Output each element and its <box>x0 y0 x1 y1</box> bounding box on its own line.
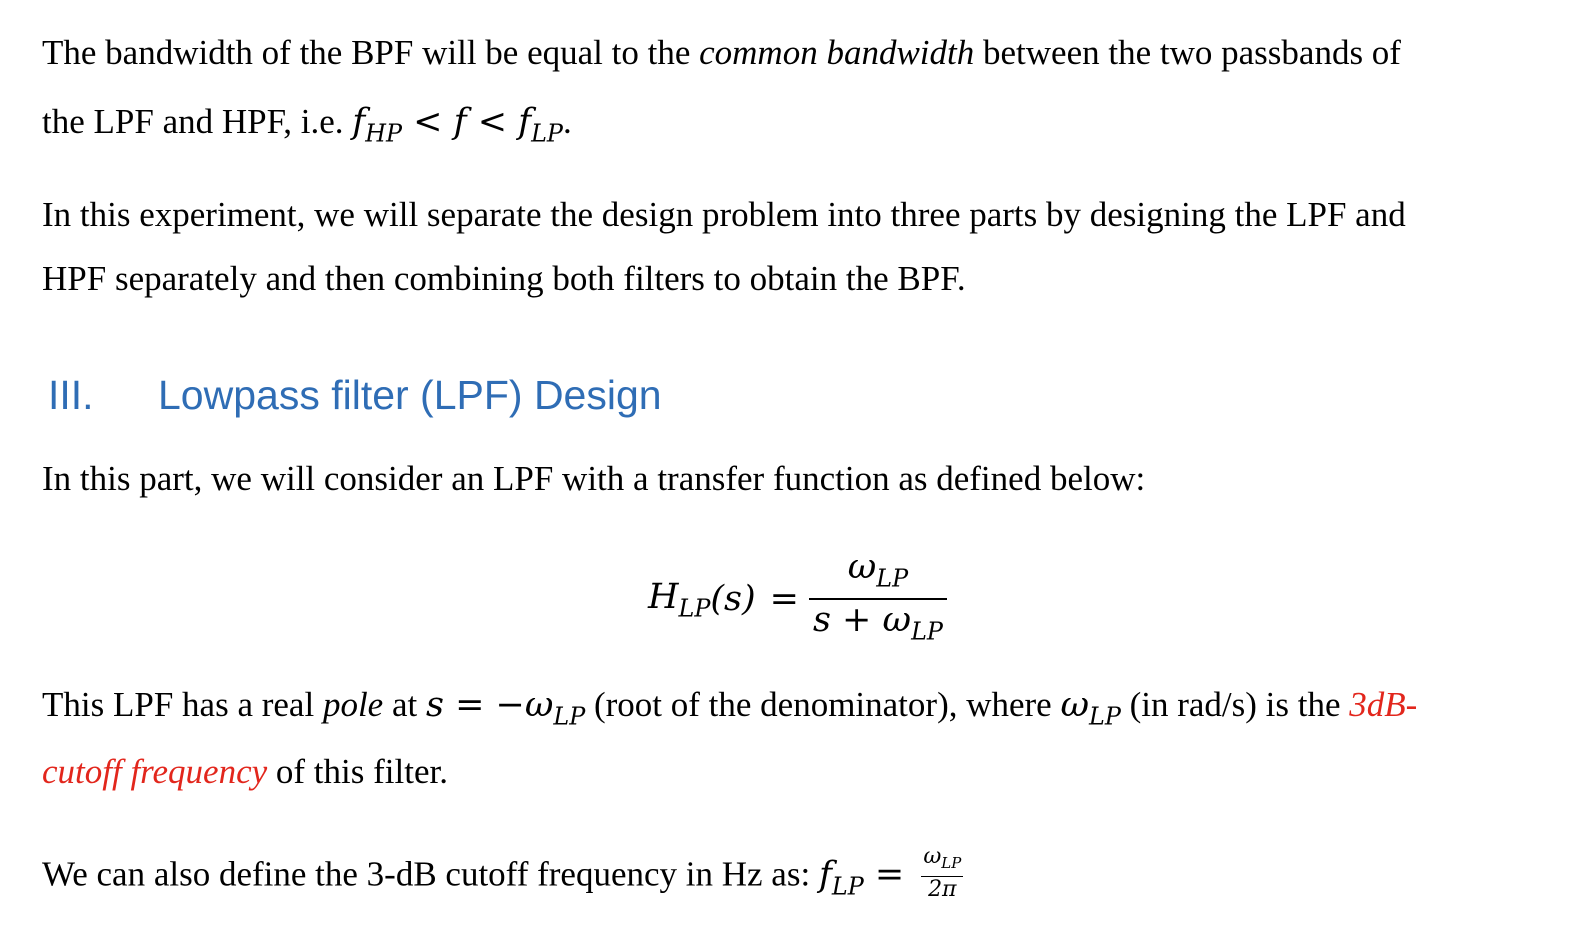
p4-omega-2: ω <box>1060 685 1090 725</box>
math-sub-lp: LP <box>531 119 563 148</box>
eq-den-s-plus: s + <box>812 600 883 641</box>
p1-period: . <box>562 102 572 141</box>
eq-sub-lp: LP <box>678 593 711 622</box>
math-f-2: f <box>518 102 532 142</box>
eq-arg: (s) <box>710 579 756 620</box>
p4-math-eq: = − <box>443 685 525 725</box>
p4-math-s: s <box>425 685 444 725</box>
eq-numerator <box>844 548 912 597</box>
eq-num-omega: ω <box>847 547 877 587</box>
math-sub-hp: HP <box>365 119 403 148</box>
eq-num-sub: LP <box>876 564 909 593</box>
p1-text-b: between the two passbands of <box>974 33 1401 72</box>
math-lt-1: < <box>402 102 454 142</box>
section-heading <box>48 370 662 420</box>
paragraph-5-line-1 <box>42 844 963 908</box>
p5-frac-den: 2π <box>928 877 957 903</box>
transfer-function-equation <box>648 548 947 651</box>
math-f-lp <box>518 102 563 148</box>
math-f-hp <box>352 102 403 148</box>
eq-fraction <box>809 548 947 651</box>
p5-equals: = <box>863 854 916 895</box>
eq-H: H <box>648 576 679 617</box>
p5-sub: LP <box>831 871 864 900</box>
eq-denominator <box>809 601 947 650</box>
paragraph-2-line-1: In this experiment, we will separate the design problem into three parts by designing the LPF and <box>42 195 1406 234</box>
p5-math-f-lp <box>818 854 864 900</box>
p4-sub: LP <box>553 702 586 731</box>
p4-red-2: cutoff frequency <box>42 752 268 791</box>
heading-title: Lowpass filter (LPF) Design <box>158 372 662 418</box>
p5-f: f <box>818 854 832 895</box>
paragraph-2-line-2: HPF separately and then combining both filters to obtain the BPF. <box>42 259 966 298</box>
eq-den-sub: LP <box>911 617 943 646</box>
paragraph-1-line-1 <box>42 31 1401 75</box>
p1-text-a: The bandwidth of the BPF will be equal to the <box>42 33 700 72</box>
p4-text-a: This LPF has a real <box>42 685 323 724</box>
math-f: f <box>352 102 366 142</box>
p4-text-d: of this filter. <box>267 752 448 791</box>
paragraph-1-line-2 <box>42 100 572 155</box>
p4-pole: pole <box>322 685 384 724</box>
p4-text-b: (root of the denominator), where <box>585 685 1061 724</box>
p4-red-1: 3dB- <box>1349 685 1418 724</box>
p4-omega: ω <box>524 685 554 725</box>
p4-at: at <box>383 685 426 724</box>
p5-text-a: We can also define the 3-dB cutoff frequency in Hz as: <box>42 854 819 894</box>
p5-frac-sub: LP <box>941 854 962 873</box>
eq-den-omega: ω <box>882 600 912 641</box>
paragraph-4-line-1 <box>42 683 1417 738</box>
eq-equals: = <box>769 579 799 620</box>
p4-math-omega-lp-2 <box>1060 685 1121 731</box>
p1-emphasis: common bandwidth <box>699 33 975 72</box>
paragraph-4-line-2 <box>42 750 448 794</box>
heading-number: III. <box>48 372 94 418</box>
p4-math-omega-lp <box>524 685 586 731</box>
paragraph-3-line-1: In this part, we will consider an LPF with a transfer function as defined below: <box>42 459 1146 498</box>
p4-text-c: (in rad/s) is the <box>1120 685 1350 724</box>
p5-fraction <box>921 844 963 903</box>
eq-lhs <box>648 577 710 622</box>
math-lt-2: < <box>466 102 519 142</box>
math-f-plain: f <box>453 102 467 142</box>
p5-omega: ω <box>923 844 942 869</box>
p5-frac-num <box>921 844 963 876</box>
p1-text-c: the LPF and HPF, i.e. <box>42 102 353 141</box>
p4-sub-2: LP <box>1089 702 1121 731</box>
